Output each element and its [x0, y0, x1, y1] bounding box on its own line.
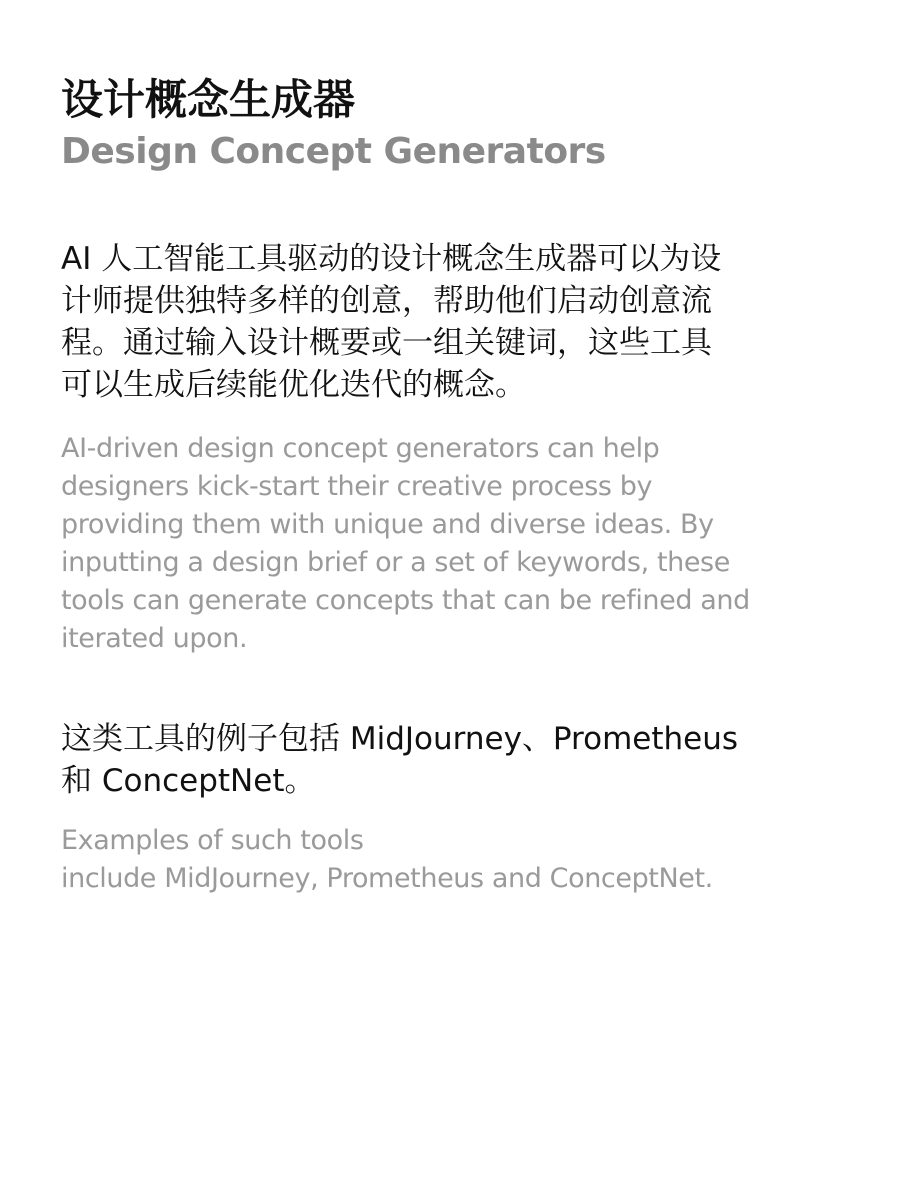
paragraph-1-chinese	[61, 238, 860, 406]
text-line: inputting a design brief or a set of keywords, these	[61, 547, 730, 578]
text-line: Examples of such tools	[61, 825, 364, 856]
text-line: providing them with unique and diverse ideas. By	[61, 509, 714, 540]
text-line: 这类工具的例子包括 MidJourney、Prometheus	[61, 721, 739, 757]
paragraph-1-english	[61, 430, 860, 658]
text-line: designers kick-start their creative process by	[61, 471, 653, 502]
text-line: AI 人工智能工具驱动的设计概念生成器可以为设	[61, 241, 722, 277]
text-line: 和 ConceptNet。	[61, 763, 316, 799]
text-line: 可以生成后续能优化迭代的概念。	[61, 367, 526, 403]
text-line: iterated upon.	[61, 623, 248, 654]
page-subtitle: Design Concept Generators	[61, 131, 606, 172]
page-title: 设计概念生成器	[61, 75, 356, 124]
paragraph-2-chinese	[61, 718, 860, 802]
text-line: AI-driven design concept generators can help	[61, 433, 660, 464]
text-line: 程。通过输入设计概要或一组关键词，这些工具	[61, 325, 712, 361]
text-line: include MidJourney, Prometheus and ConceptNet.	[61, 863, 713, 894]
text-line: 计师提供独特多样的创意，帮助他们启动创意流	[61, 283, 712, 319]
text-line: tools can generate concepts that can be refined and	[61, 585, 750, 616]
paragraph-2-english	[61, 822, 860, 898]
